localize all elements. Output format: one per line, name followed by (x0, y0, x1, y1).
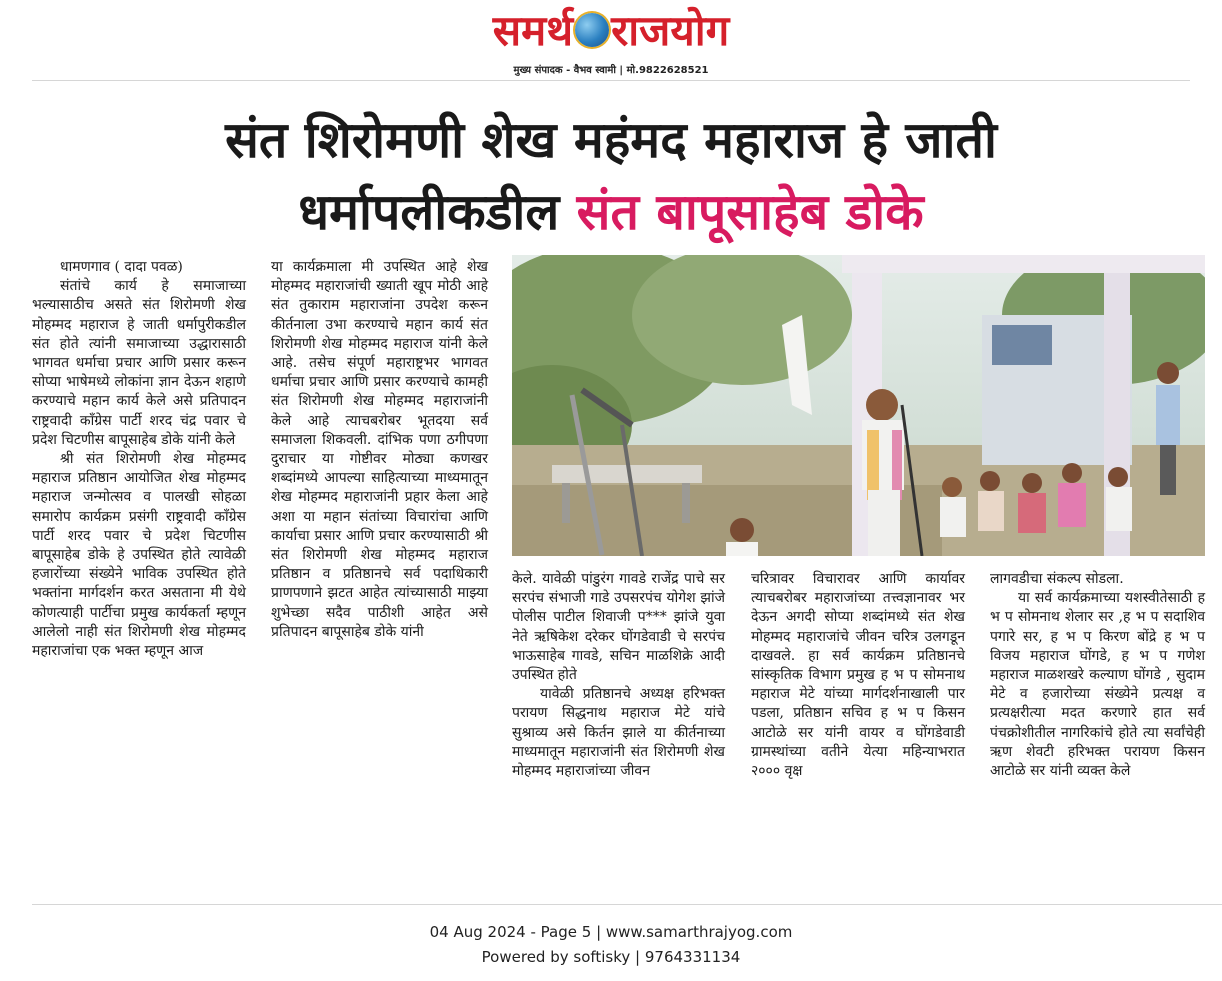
globe-icon (575, 13, 609, 47)
dateline: धामणगाव ( दादा पवळ) (60, 259, 183, 275)
headline-line-2-text: धर्मापलीकडील (298, 183, 560, 241)
article-paragraph: श्री संत शिरोमणी शेख मोहम्मद महाराज प्रतिष्ठान आयोजित शेख मोहम्मद महाराज जन्मोत्सव व पालखी सोहळा समारोप कार्यक्रम प्रसंगी राष्ट्रवादी काँग्रेस पार्टी शरद पवार चे प्रदेश चिटणीस बापूसाहेब डोके हे उपस्थित होते त्यावेळी हजारोंच्या संख्येने भाविक उपस्थित होते भक्तांना मार्गदर्शन करत असताना मी येथे कोणत्याही पार्टीचा प्रमुख कार्यकर्ता म्हणून आलेलो नाही संत शिरोमणी शेख मोहम्मद महाराजांचा एक भक्त म्हणून आज (32, 451, 246, 660)
article-column-3 (512, 570, 725, 781)
article-column-1 (32, 258, 246, 661)
article-paragraph: या सर्व कार्यक्रमाच्या यशस्वीतेसाठी ह भ प सोमनाथ शेलार सर ,ह भ प सदाशिव पगारे सर, ह भ प किरण बोंद्रे ह भ प विजय महाराज घोंगडे, ह भ प गणेश महाराज माळशखरे कल्याण घोंगडे , सुदाम मेटे व हजारोच्या संख्येने प्रत्यक्ष व प्रत्यक्षरीत्या मदत करणारे हात सर्व पंचक्रोशीतील नागरिकांचे होते त्या सर्वांचेही ऋण शेवटी हरिभक्त परायण किसन आटोळे सर यांनी व्यक्त केले (990, 590, 1205, 780)
headline-line-2 (40, 176, 1182, 248)
newspaper-logo[interactable] (0, 6, 1222, 56)
article-paragraph: यावेळी प्रतिष्ठानचे अध्यक्ष हरिभक्त परायण सिद्धनाथ महाराज मेटे यांचे सुश्राव्य असे किर्तन झाले या कीर्तनाच्या माध्यमातून महाराजांनी संत शिरोमणी शेख मोहम्मद महाराजांच्या जीवन (512, 686, 725, 780)
footer-divider (32, 904, 1222, 905)
article-paragraph: केले. यावेळी पांडुरंग गावडे राजेंद्र पाचे सर सरपंच संभाजी गाडे उपसरपंच योगेश झांजे पोलीस पाटील शिवाजी प*** झांजे युवा नेते ऋषिकेश दरेकर घोंगडेवाडी चे सरपंच भाऊसाहेब गावडे, सचिन माळशिक्रे आदी उपस्थित होते (512, 571, 725, 684)
article-column-5 (990, 570, 1205, 781)
article-column-2 (271, 258, 488, 642)
article-paragraph: या कार्यक्रमाला मी उपस्थित आहे शेख मोहम्मद महाराजांची ख्याती खूप मोठी आहे संत तुकाराम महाराजांना उपदेश करून कीर्तनाला उभा करण्याचे महान कार्य संत शिरोमणी शेख मोहम्मद महाराज यांनी केले आहे. तसेच संपूर्ण महाराष्ट्रभर भागवत धर्माचा प्रचार आणि प्रसार करण्याचे कामही संत शिरोमणी शेख मोहम्मद महाराजांनी केले आहे त्याचबरोबर भूतदया सर्व समाजला शिकवली. दांभिक पणा ठगीपणा दुराचार या गोष्टीवर मोठ्या कणखर शब्दांमध्ये आपल्या साहित्याच्या माध्यमातून शेख मोहम्मद महाराजांनी प्रहार केला आहे अशा या महान संतांच्या विचारांचा आणि कार्याचा प्रसार आणि प्रचार करण्यासाठी श्री संत शिरोमणी शेख मोहम्मद महाराज प्रतिष्ठान व प्रतिष्ठानचे सर्व पदाधिकारी प्राणपणाने झटत आहेत त्यांच्यासाठी माझ्या शुभेच्छा सदैव पाठीशी आहेत असे प्रतिपादन बापूसाहेब डोके यांनी (271, 259, 488, 640)
footer-powered-by: Powered by softisky | 9764331134 (481, 948, 741, 966)
event-photo-illustration (512, 255, 1205, 556)
article-paragraph: लागवडीचा संकल्प सोडला. (990, 571, 1124, 587)
logo-text-left: समर्थ (492, 6, 574, 55)
masthead-divider (32, 80, 1190, 81)
logo-text-right: राजयोग (611, 6, 730, 55)
event-photo[interactable] (512, 255, 1205, 556)
editor-contact-line: मुख्य संपादक - वैभव स्वामी | मो.9822628521 (513, 65, 709, 76)
headline-line-1: संत शिरोमणी शेख महंमद महाराज हे जाती (225, 111, 997, 169)
article-headline (40, 104, 1182, 248)
article-paragraph: चरित्रावर विचारावर आणि कार्यावर त्याचबरोबर महाराजांच्या तत्त्वज्ञानावर भर देऊन अगदी सोप्या शब्दांमध्ये संत शेख मोहम्मद महाराजांचे जीवन चरित्र उलगडून दाखवले. हा सर्व कार्यक्रम प्रतिष्ठानचे सांस्कृतिक विभाग प्रमुख ह भ प सोमनाथ महाराज मेटे यांच्या मार्गदर्शनाखाली पार पडला, प्रतिष्ठान सचिव ह भ प किसन आटोळे सर यांनी वायर व घोंगडेवाडी ग्रामस्थांच्या वतीने येत्या महिन्याभरात २००० वृक्ष (751, 571, 965, 780)
article-paragraph: संतांचे कार्य हे समाजाच्या भल्यासाठीच असते संत शिरोमणी शेख मोहम्मद महाराज हे जाती धर्मापुरीकडील संत होते त्यांनी समाजाच्या उद्धारासाठी भागवत धर्माचा प्रचार आणि प्रसार करून सोप्या भाषेमध्ये लोकांना ज्ञान देऊन शहाणे करण्याचे महान कार्य केले असे प्रतिपादन राष्ट्रवादी काँग्रेस पार्टी शरद चंद्र पवार चे प्रदेश चिटणीस बापूसाहेब डोके यांनी केले (32, 278, 246, 448)
headline-accent-text: संत बापूसाहेब डोके (576, 183, 924, 241)
footer-date-page-url[interactable]: 04 Aug 2024 - Page 5 | www.samarthrajyog.com (429, 923, 793, 941)
article-column-4 (751, 570, 965, 781)
masthead (0, 0, 1222, 82)
